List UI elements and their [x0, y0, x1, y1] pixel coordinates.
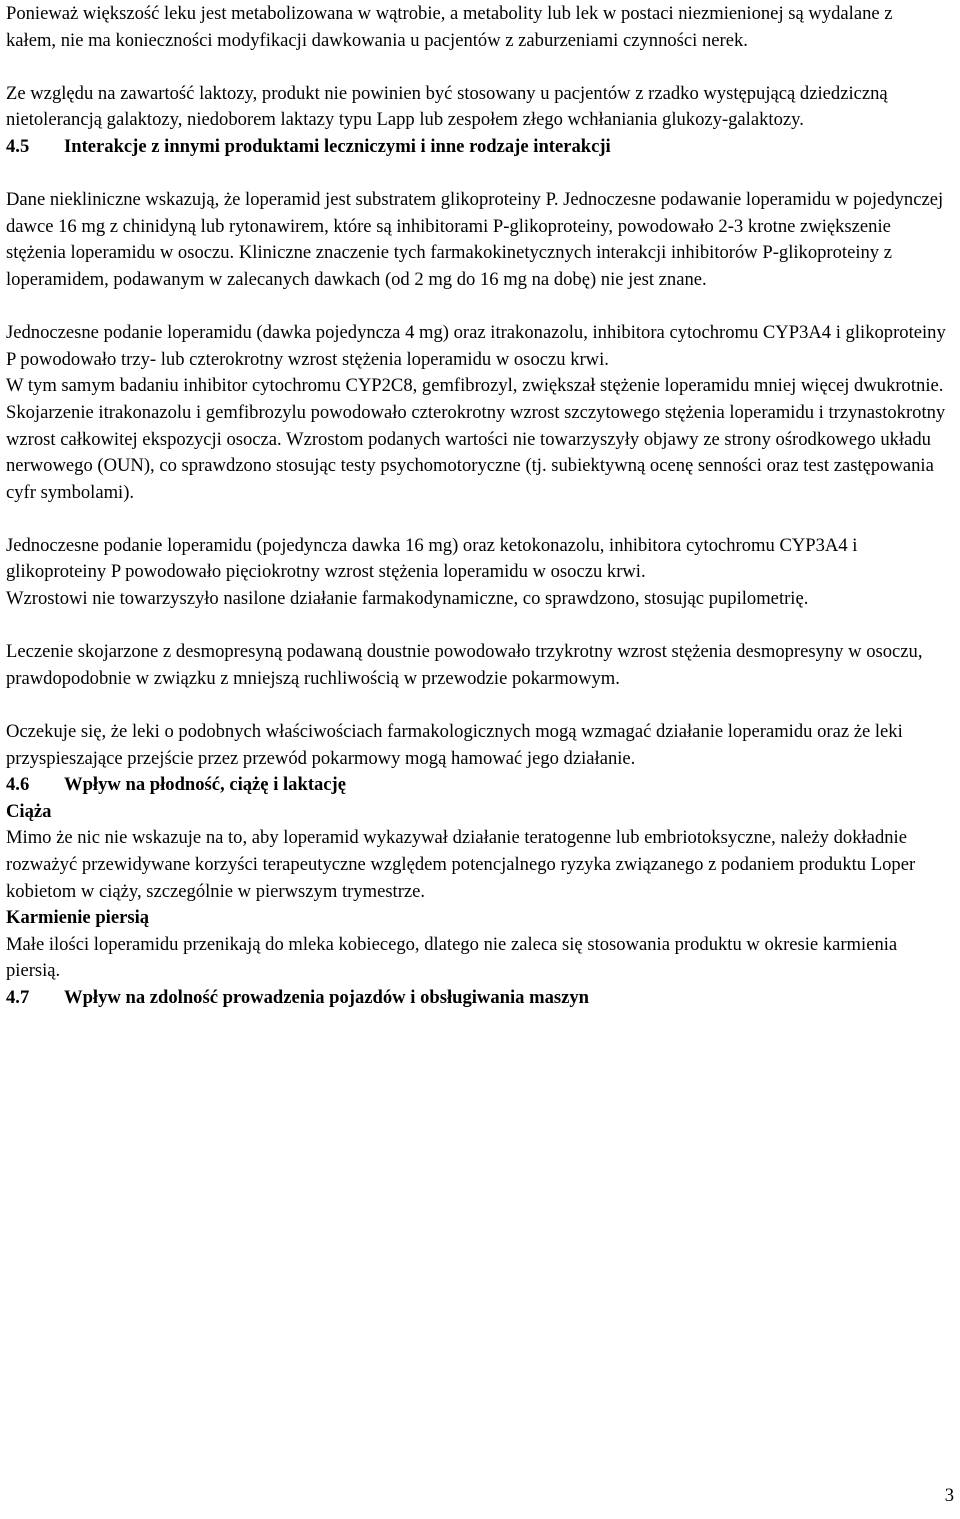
section-heading-4-5: [6, 134, 946, 161]
paragraph-ketoconazole: Jednoczesne podanie loperamidu (pojedyncza dawka 16 mg) oraz ketokonazolu, inhibitora cytochromu CYP3A4 i glikoproteiny P powodowało pięciokrotny wzrost stężenia loperamidu w osoczu krwi.: [6, 534, 858, 583]
subheading-pregnancy: Ciąża: [6, 800, 52, 822]
section-heading-4-7: [6, 985, 946, 1012]
section-title: Interakcje z innymi produktami leczniczymi i inne rodzaje interakcji: [64, 135, 611, 157]
section-title: Wpływ na zdolność prowadzenia pojazdów i obsługiwania maszyn: [64, 986, 590, 1008]
section-number: 4.7: [6, 986, 30, 1008]
section-heading-4-6: [6, 772, 946, 799]
paragraph-pgp-substrate: Dane niekliniczne wskazują, że loperamid jest substratem glikoproteiny P. Jednoczesne podawanie loperamidu w pojedynczej dawce 16 mg z chinidyną lub rytonawirem, które są inhibitorami P-glikoproteiny, powodowało 2-3 krotne zwiększenie stężenia loperamidu w osoczu. Kliniczne znaczenie tych farmakokinetycznych interakcji inhibitorów P-glikoproteiny z loperamidem, podawanym w zalecanych dawkach (od 2 mg do 16 mg na dobę) nie jest znane.: [6, 189, 944, 290]
paragraph-itraconazole: Jednoczesne podanie loperamidu (dawka pojedyncza 4 mg) oraz itrakonazolu, inhibitora cytochromu CYP3A4 i glikoproteiny P powodowało trzy- lub czterokrotny wzrost stężenia loperamidu w osoczu krwi.: [6, 322, 946, 370]
paragraph-breastfeeding: Małe ilości loperamidu przenikają do mleka kobiecego, dlatego nie zaleca się stosowania produktu w okresie karmienia piersią.: [6, 933, 898, 982]
paragraph-renal: Ponieważ większość leku jest metabolizowana w wątrobie, a metabolity lub lek w postaci niezmienionej są wydalane z kałem, nie ma konieczności modyfikacji dawkowania u pacjentów z zaburzeniami czynności nerek.: [6, 3, 893, 51]
section-title: Wpływ na płodność, ciążę i laktację: [64, 774, 347, 796]
paragraph-gemfibrozil: W tym samym badaniu inhibitor cytochromu CYP2C8, gemfibrozyl, zwiększał stężenie loperamidu mniej więcej dwukrotnie. Skojarzenie itrakonazolu i gemfibrozylu powodowało czterokrotny wzrost szczytowego stężenia loperamidu i trzynastokrotny wzrost całkowitej ekspozycji osocza. Wzrostom podanych wartości nie towarzyszyły objawy ze strony ośrodkowego układu nerwowego (OUN), co sprawdzono stosując testy psychomotoryczne (tj. subiektywną ocenę senności oraz test zastępowania cyfr symbolami).: [6, 375, 946, 503]
paragraph-lactose: Ze względu na zawartość laktozy, produkt nie powinien być stosowany u pacjentów z rzadko występującą dziedziczną nietolerancją galaktozy, niedoborem laktazy typu Lapp lub zespołem złego wchłaniania glukozy-galaktozy.: [6, 82, 888, 131]
subheading-breastfeeding: Karmienie piersią: [6, 907, 150, 929]
paragraph-pregnancy: Mimo że nic nie wskazuje na to, aby loperamid wykazywał działanie teratogenne lub embriotoksyczne, należy dokładnie rozważyć przewidywane korzyści terapeutyczne względem potencjalnego ryzyka związanego z podaniem produktu Loper kobietom w ciąży, szczególnie w pierwszym trymestrze.: [6, 827, 916, 902]
document-page: [6, 0, 946, 1012]
paragraph-similar-drugs: Oczekuje się, że leki o podobnych właściwościach farmakologicznych mogą wzmagać działanie loperamidu oraz że leki przyspieszające przejście przez przewód pokarmowy mogą hamować jego działanie.: [6, 721, 903, 769]
section-number: 4.6: [6, 774, 30, 796]
section-number: 4.5: [6, 135, 30, 157]
paragraph-desmopressin: Leczenie skojarzone z desmopresyną podawaną doustnie powodowało trzykrotny wzrost stężenia desmopresyny w osoczu, prawdopodobnie w związku z mniejszą ruchliwością w przewodzie pokarmowym.: [6, 641, 923, 689]
paragraph-pupillometry: Wzrostowi nie towarzyszyło nasilone działanie farmakodynamiczne, co sprawdzono, stosując pupilometrię.: [6, 588, 809, 610]
page-number: 3: [944, 1485, 954, 1506]
